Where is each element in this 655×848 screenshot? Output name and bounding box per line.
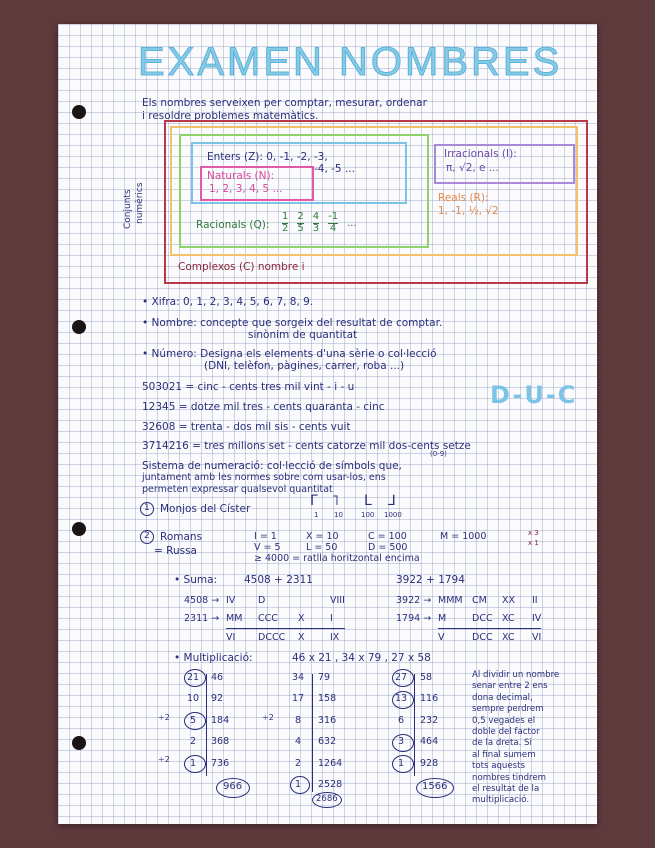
cister-value: 10: [334, 511, 343, 519]
note-line: tots aquests: [472, 761, 525, 772]
divide-note: ÷2: [158, 755, 170, 764]
divide-note: ÷2: [262, 713, 274, 722]
example-note: (0-9): [430, 450, 447, 458]
duc-label: D-U-C: [490, 381, 578, 409]
binder-hole: [72, 320, 86, 334]
multi-cell: 632: [318, 736, 337, 747]
note-line: sempre perdrem: [472, 704, 544, 715]
column-divider: [312, 674, 313, 792]
multi-cell: 116: [420, 693, 439, 704]
reals-label: Reals (R):: [438, 192, 489, 204]
roman-equiv: V = 5: [254, 542, 281, 553]
side-label: Conjunts: [123, 189, 133, 229]
example-line: 32608 = trenta - dos mil sis - cents vuit: [142, 421, 351, 433]
suma-row: 3922 → MMM CM XX II: [396, 595, 538, 607]
note-line: Al dividir un nombre: [472, 670, 560, 680]
fraction: 2 5: [297, 211, 304, 234]
multi-cell: 736: [211, 758, 230, 769]
multi-cell: 2: [295, 758, 302, 769]
fraction-ellipsis: ...: [347, 217, 357, 229]
definition: • Número: Designa els elements d'una sèrie o col·lecció: [142, 348, 437, 360]
notebook-page: [58, 24, 597, 824]
multi-cell: 928: [420, 758, 439, 769]
note-line: al final sumem: [472, 749, 536, 760]
roman-rep: x 3: [528, 529, 539, 537]
multi-cell: 92: [211, 693, 224, 704]
multi-cell: 2: [190, 736, 197, 747]
multi-total: 1566: [422, 781, 448, 792]
sistema-line: permeten expressar qualsevol quantitat: [142, 484, 333, 495]
cister-glyph: ˥: [332, 493, 339, 509]
cister-glyph: Γ: [310, 493, 318, 509]
note-line: dona decimal,: [472, 692, 533, 703]
multi-cell: 1: [295, 779, 302, 790]
example-line: 12345 = dotze mil tres - cents quaranta - cinc: [142, 401, 385, 413]
multi-cell: 5: [190, 715, 197, 726]
multi-cell: 1264: [318, 758, 343, 769]
column-divider: [206, 674, 207, 776]
multi-cell: 10: [187, 693, 200, 704]
monjos-number: 1: [144, 503, 150, 513]
multi-cell: 232: [420, 715, 439, 726]
suma-row: 4508 → IV D VIII: [184, 595, 345, 607]
sistema-line: juntament amb les normes sobre com usar-los, ens: [142, 472, 386, 483]
multi-cell: 1: [398, 758, 405, 769]
intro-line: Els nombres serveixen per comptar, mesurar, ordenar: [142, 97, 427, 109]
note-line: 0,5 vegades el: [472, 715, 536, 726]
multi-cell: 6: [398, 715, 405, 726]
irracionals-label: π, √2, e ...: [446, 162, 499, 174]
multi-cell: 316: [318, 715, 337, 726]
suma-table-left: [184, 592, 345, 646]
note-line: multiplicació.: [472, 795, 530, 806]
racionals-label: Racionals (Q):: [196, 219, 270, 231]
suma-expression: 4508 + 2311: [244, 574, 313, 586]
binder-hole: [72, 105, 86, 119]
roman-rep: x 1: [528, 539, 539, 547]
divide-note: ÷2: [158, 713, 170, 722]
cister-glyph: L: [364, 493, 372, 509]
multi-cell: 2528: [318, 779, 343, 790]
definition: • Nombre: concepte que sorgeix del resultat de comptar.: [142, 317, 443, 329]
suma-table-right: [396, 592, 541, 646]
page-title: EXAMEN NOMBRES: [138, 40, 563, 84]
sistema-line: Sistema de numeració: col·lecció de símbols que,: [142, 460, 402, 472]
roman-equiv: M = 1000: [440, 531, 487, 542]
definition: • Xifra: 0, 1, 2, 3, 4, 5, 6, 7, 8, 9.: [142, 296, 314, 308]
roman-equiv: I = 1: [254, 531, 277, 542]
note-line: de la dreta. Si: [472, 738, 532, 749]
multi-cell: 46: [211, 672, 224, 683]
irracionals-label: Irracionals (I):: [444, 148, 517, 160]
multi-total: 966: [223, 781, 243, 792]
multi-cell: 27: [395, 672, 408, 683]
cister-value: 1000: [384, 511, 402, 519]
multi-label: • Multiplicació:: [174, 652, 253, 664]
cister-glyph: ⅃: [388, 493, 396, 509]
romans-number: 2: [144, 531, 150, 541]
example-line: 3714216 = tres milions set - cents catorze mil dos-cents setze: [142, 440, 471, 452]
note-line: nombres tindrem: [472, 772, 547, 783]
multi-cell: 4: [295, 736, 302, 747]
naturals-label: Naturals (N):: [207, 170, 275, 182]
suma-expression: 3922 + 1794: [396, 574, 465, 586]
roman-equiv: C = 100: [368, 531, 407, 542]
multi-cell: 58: [420, 672, 433, 683]
definition: (DNI, telèfon, pàgines, carrer, roba ...): [204, 360, 405, 372]
multi-cell: 464: [420, 736, 439, 747]
suma-result: VI DCCC X IX: [184, 628, 345, 646]
multi-cell: 1: [190, 758, 197, 769]
roman-equiv: X = 10: [306, 531, 339, 542]
multi-cell: 184: [211, 715, 230, 726]
multi-cell: 158: [318, 693, 337, 704]
note-line: el resultat de la: [472, 784, 540, 795]
multi-cell: 368: [211, 736, 230, 747]
cister-value: 1: [314, 511, 319, 519]
monjos-label: Monjos del Císter: [160, 503, 251, 515]
column-divider: [414, 674, 415, 776]
multi-cell: 79: [318, 672, 331, 683]
enters-label: Enters (Z): 0, -1, -2, -3,: [207, 151, 328, 163]
binder-hole: [72, 736, 86, 750]
racionals-fractions: [282, 212, 357, 234]
multi-total: 2686: [316, 794, 338, 804]
suma-row: 2311 → MM CCC X I: [184, 613, 333, 625]
binder-hole: [72, 522, 86, 536]
enters-label: -4, -5 ...: [314, 163, 355, 175]
romans-sub: = Russa: [154, 545, 197, 557]
romans-label: Romans: [160, 531, 203, 543]
example-line: 503021 = cinc - cents tres mil vint - i - u: [142, 381, 355, 393]
roman-equiv: L = 50: [306, 542, 338, 553]
note-line: senar entre 2 ens: [472, 681, 548, 692]
multi-cell: 13: [395, 693, 408, 704]
multi-cell: 3: [398, 736, 405, 747]
fraction: -1 4: [328, 211, 339, 234]
naturals-label: 1, 2, 3, 4, 5 ...: [209, 183, 283, 195]
complexos-label: Complexos (C) nombre i: [178, 261, 305, 273]
multi-cell: 21: [187, 672, 200, 683]
fraction: 1 2: [282, 211, 289, 234]
cister-value: 100: [361, 511, 375, 519]
suma-result: V DCC XC VI: [396, 628, 541, 646]
multi-cell: 8: [295, 715, 302, 726]
roman-equiv: D = 500: [368, 542, 408, 553]
multi-note: [472, 670, 559, 807]
side-label: numèrics: [135, 182, 145, 224]
roman-note: ≥ 4000 = ratlla horitzontal encima: [254, 553, 420, 564]
suma-row: 1794 → M DCC XC IV: [396, 613, 542, 625]
note-line: doble del factor: [472, 727, 540, 738]
intro-line: i resoldre problemes matemàtics.: [142, 110, 319, 122]
suma-label: • Suma:: [174, 574, 218, 586]
reals-label: 1, -1, ½, √2: [438, 205, 499, 217]
multi-expression: 46 x 21 , 34 x 79 , 27 x 58: [292, 652, 431, 664]
fraction: 4 3: [312, 211, 320, 234]
multi-cell: 34: [292, 672, 305, 683]
multi-cell: 17: [292, 693, 305, 704]
definition: sinònim de quantitat: [248, 329, 358, 341]
